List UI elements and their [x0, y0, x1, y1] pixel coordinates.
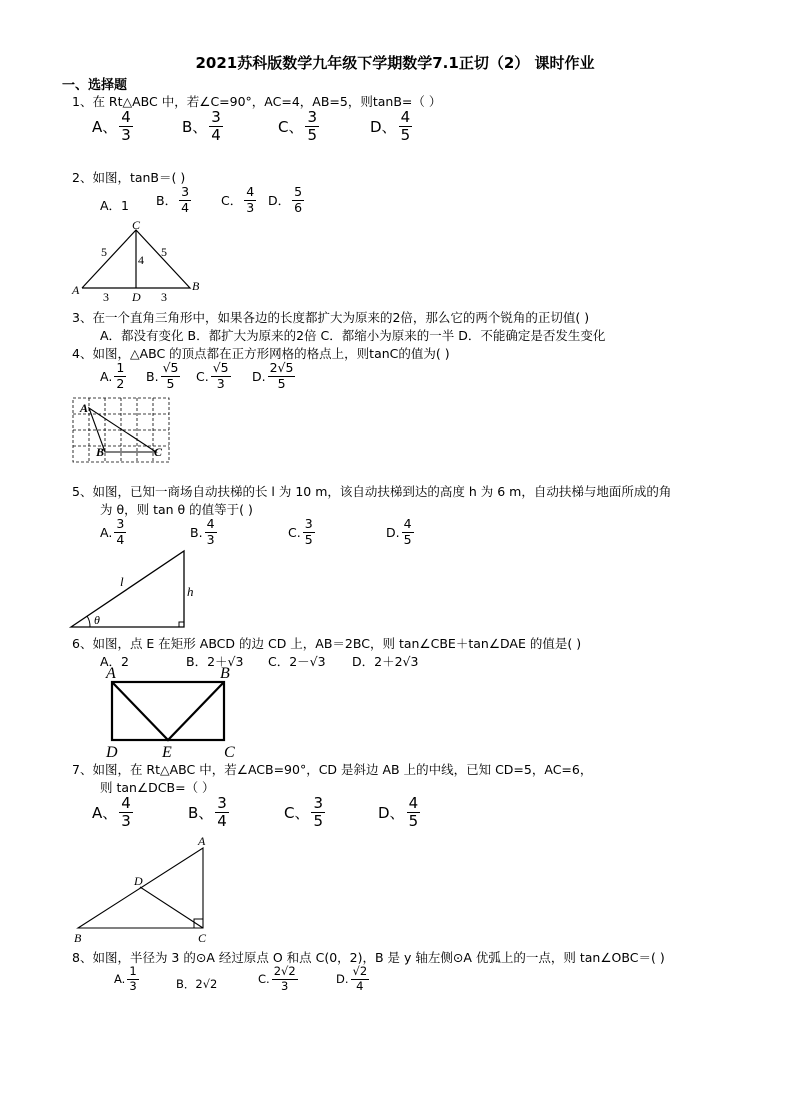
q4-option-a [100, 362, 126, 390]
q1-option-d-num: 4 [400, 108, 411, 126]
q7-option-b-label: B、 [188, 804, 214, 822]
q1-option-d-label: D、 [370, 118, 397, 136]
q1-option-d-den: 5 [400, 126, 411, 144]
q2-stem: 2、如图，tanB＝( ) [72, 170, 186, 185]
q8-stem: 8、如图，半径为 3 的⊙A 经过原点 O 和点 C(0，2)，B 是 y 轴左侧⊙A 优弧上的一点，则 tan∠OBC＝( ) [72, 950, 665, 965]
q7-option-b [188, 796, 229, 829]
q5-option-d-label: D. [386, 524, 400, 540]
q5-escalator-figure [68, 548, 200, 630]
q1-option-c-label: C、 [278, 118, 304, 136]
q7-option-c-num: 3 [313, 794, 324, 812]
q4-stem: 4、如图，△ABC 的顶点都在正方形网格的格点上，则tanC的值为( ) [72, 346, 450, 361]
q3-options: A．都没有变化 B．都扩大为原来的2倍 C．都缩小为原来的一半 D．不能确定是否发生变化 [100, 328, 606, 343]
q5-label-theta: θ [94, 613, 100, 627]
q4-option-c-num: √5 [212, 360, 229, 375]
q8-option-c-num: 2√2 [273, 964, 296, 978]
q5-option-b-den: 3 [206, 531, 215, 547]
q2-option-a [100, 196, 129, 214]
q1-option-b-den: 4 [211, 126, 221, 144]
q7-label-b: B [74, 931, 82, 945]
q4-option-b [146, 362, 180, 390]
q6-label-e: E [162, 744, 172, 760]
q4-option-d-label: D. [252, 368, 266, 384]
q1-option-b [182, 110, 223, 143]
q2-option-d [268, 186, 304, 214]
q2-label-a: A [72, 283, 80, 297]
q1-option-b-num: 3 [211, 108, 221, 126]
q4-option-a-num: 1 [116, 360, 125, 375]
q7-label-c: C [198, 931, 207, 945]
q4-option-b-num: √5 [162, 360, 179, 375]
q4-option-c [196, 362, 231, 390]
q8-option-c [258, 966, 298, 992]
q6-label-b: B [220, 665, 230, 682]
q8-option-c-den: 3 [281, 978, 289, 993]
q2-label-c: C [132, 218, 141, 232]
q2-side-cd: 4 [138, 253, 144, 267]
q8-option-a-label: A. [114, 972, 126, 986]
q8-option-a [114, 966, 139, 992]
q5-option-a-label: A. [100, 524, 113, 540]
q7-stem-line1: 7、如图，在 Rt△ABC 中，若∠ACB=90°，CD 是斜边 AB 上的中线，已知 CD=5，AC=6， [72, 762, 593, 777]
q2-option-a-label: A．1 [100, 198, 130, 213]
q2-side-ac: 5 [101, 245, 107, 259]
q7-label-d: D [134, 874, 143, 888]
q7-option-d [378, 796, 420, 829]
q6-label-a: A [106, 665, 116, 682]
q6-option-c: C．2－√3 [268, 654, 326, 669]
q2-triangle-figure [70, 218, 210, 304]
q2-label-b: B [192, 279, 200, 293]
q2-option-d-label: D． [268, 193, 291, 208]
q4-option-d-num: 2√5 [269, 360, 294, 375]
q1-option-a [92, 110, 133, 143]
q6-label-c: C [224, 744, 235, 760]
q4-option-b-den: 5 [166, 375, 175, 391]
q5-label-h: h [187, 584, 194, 599]
q7-option-b-num: 3 [217, 794, 227, 812]
q8-option-d-den: 4 [356, 978, 364, 993]
q2-side-db: 3 [161, 290, 167, 304]
q3-stem: 3、在一个直角三角形中，如果各边的长度都扩大为原来的2倍，那么它的两个锐角的正切值( ) [72, 310, 590, 325]
q6-option-d: D．2＋2√3 [352, 654, 419, 669]
section-heading: 一、选择题 [62, 78, 128, 93]
q5-option-c-den: 5 [304, 531, 313, 547]
q4-label-c: C [154, 445, 163, 459]
q5-stem-line1: 5、如图，已知一商场自动扶梯的长 l 为 10 m，该自动扶梯到达的高度 h 为 6 m，自动扶梯与地面所成的角 [72, 484, 672, 499]
q5-option-a-num: 3 [116, 516, 125, 531]
q7-option-b-den: 4 [217, 812, 227, 830]
q2-option-d-num: 5 [294, 184, 303, 199]
q2-option-b-num: 3 [181, 184, 190, 199]
q7-option-d-den: 5 [408, 812, 419, 830]
q6-rectangle-figure [100, 664, 250, 760]
q7-option-a-label: A、 [92, 804, 118, 822]
q7-option-a [92, 796, 133, 829]
q7-option-c-label: C、 [284, 804, 310, 822]
q4-label-a: A [80, 401, 89, 415]
q2-label-d: D [132, 290, 141, 304]
q8-option-d-num: √2 [352, 964, 368, 978]
q2-option-c-num: 4 [246, 184, 255, 199]
q6-stem: 6、如图，点 E 在矩形 ABCD 的边 CD 上，AB＝2BC，则 tan∠CBE＋tan∠DAE 的值是( ) [72, 636, 582, 651]
q7-option-a-num: 4 [121, 794, 131, 812]
q5-option-d-num: 4 [403, 516, 412, 531]
q4-grid-figure [70, 396, 174, 464]
q6-option-a: A．2 [100, 654, 130, 669]
q4-option-a-label: A. [100, 368, 113, 384]
q5-option-c-num: 3 [304, 516, 313, 531]
q5-stem-line2: 为 θ，则 tan θ 的值等于( ) [100, 502, 253, 517]
q4-option-c-den: 3 [216, 375, 225, 391]
q5-option-a-den: 4 [116, 531, 125, 547]
q5-option-b-label: B. [190, 524, 203, 540]
q1-option-a-den: 3 [121, 126, 131, 144]
q8-option-b [176, 976, 217, 992]
q1-option-a-num: 4 [121, 108, 131, 126]
q1-option-c [278, 110, 319, 143]
q2-option-c-den: 3 [246, 199, 255, 215]
q4-option-a-den: 2 [116, 375, 125, 391]
q7-option-a-den: 3 [121, 812, 131, 830]
q2-option-b-den: 4 [181, 199, 190, 215]
q8-option-d-label: D. [336, 972, 349, 986]
q4-option-d-den: 5 [277, 375, 286, 391]
q5-option-c [288, 518, 315, 546]
q8-option-d [336, 966, 369, 992]
q2-option-b [156, 186, 191, 214]
q5-option-b [190, 518, 217, 546]
q2-option-c [221, 186, 256, 214]
q5-option-a [100, 518, 126, 546]
q5-option-d-den: 5 [403, 531, 412, 547]
q1-option-a-label: A、 [92, 118, 118, 136]
q7-option-d-num: 4 [408, 794, 419, 812]
page-title: 2021苏科版数学九年级下学期数学7.1正切（2） 课时作业 [195, 54, 595, 72]
q7-label-a: A [198, 834, 206, 848]
q7-option-c-den: 5 [313, 812, 324, 830]
q4-label-b: B [96, 445, 105, 459]
q5-label-l: l [120, 574, 124, 589]
q2-option-b-label: B． [156, 193, 178, 208]
q7-stem-line2: 则 tan∠DCB=（ ） [100, 780, 215, 795]
q8-option-a-num: 1 [129, 964, 137, 978]
q5-option-d [386, 518, 414, 546]
q1-option-d [370, 110, 412, 143]
q2-option-d-den: 6 [294, 199, 303, 215]
q7-option-d-label: D、 [378, 804, 405, 822]
q6-label-d: D [106, 744, 118, 760]
q2-option-c-label: C． [221, 193, 243, 208]
q1-option-c-num: 3 [307, 108, 318, 126]
q5-option-c-label: C. [288, 524, 301, 540]
q2-side-bc: 5 [161, 245, 167, 259]
q4-option-d [252, 362, 295, 390]
q6-option-b: B．2＋√3 [186, 654, 244, 669]
q4-option-c-label: C. [196, 368, 209, 384]
q7-option-c [284, 796, 325, 829]
q4-option-b-label: B. [146, 368, 159, 384]
q8-option-c-label: C. [258, 972, 270, 986]
q8-option-a-den: 3 [129, 978, 137, 993]
q1-option-c-den: 5 [307, 126, 318, 144]
q2-side-ad: 3 [103, 290, 109, 304]
q1-stem: 1、在 Rt△ABC 中，若∠C=90°，AC=4，AB=5，则tanB=（ ） [72, 94, 442, 109]
q8-option-b-label: B．2√2 [176, 977, 218, 991]
q5-option-b-num: 4 [206, 516, 215, 531]
q7-triangle-figure [70, 834, 220, 946]
q1-option-b-label: B、 [182, 118, 208, 136]
